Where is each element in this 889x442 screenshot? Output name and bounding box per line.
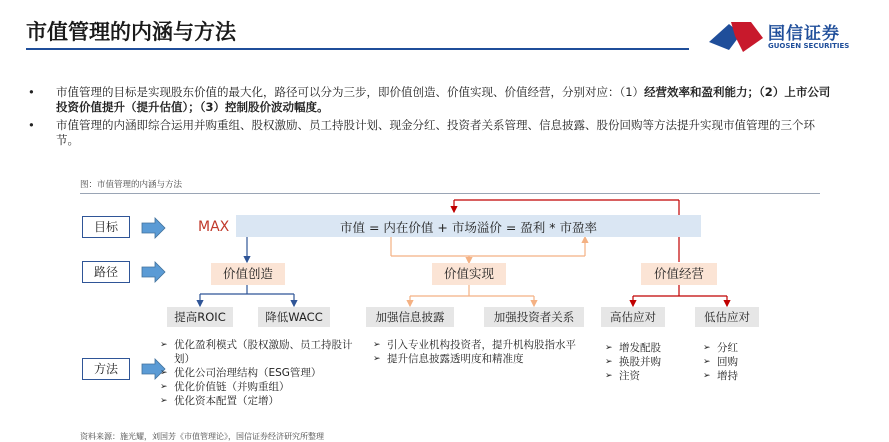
sub-info-disclosure: 加强信息披露 [366, 307, 454, 327]
page-title: 市值管理的内涵与方法 [26, 20, 236, 44]
methods-creation [160, 338, 360, 408]
path-value-operation: 价值经营 [641, 263, 717, 285]
formula-text: 市值 = 内在价值 + 市场溢价 = 盈利 * 市盈率 [340, 220, 597, 235]
sub-high-valuation: 高估应对 [601, 307, 665, 327]
list-item: ➢ 换股并购 [605, 356, 661, 368]
methods-high [605, 341, 685, 383]
list-item: ➢ 分红 [703, 342, 738, 354]
bullet-1-bold: 经营效率和盈利能力；（2）上市公司投资价值提升（提升估值）；（3）控制股价波动幅度。 [56, 85, 831, 114]
sub-reduce-wacc: 降低WACC [258, 307, 330, 327]
list-item: ➢ 回购 [703, 356, 738, 368]
sub-improve-roic: 提高ROIC [167, 307, 233, 327]
list-item: ➢ 注资 [605, 370, 640, 382]
list-item: ➢ 优化盈利模式（股权激励、员工持股计划） [160, 339, 353, 365]
sub-investor-relations: 加强投资者关系 [484, 307, 584, 327]
list-item: ➢ 优化公司治理结构（ESG管理） [160, 367, 322, 379]
methods-realization [373, 338, 583, 366]
row-label-method: 方法 [82, 358, 130, 380]
list-item: ➢ 增发配股 [605, 342, 661, 354]
methods-low [703, 341, 773, 383]
bullet-2-text: 市值管理的内涵即综合运用并购重组、股权激励、员工持股计划、现金分红、投资者关系管理、信息披露、股份回购等方法提升实现市值管理的三个环节。 [56, 118, 815, 147]
list-item: ➢ 优化价值链（并购重组） [160, 381, 290, 393]
list-item: ➢ 引入专业机构投资者，提升机构股指水平 [373, 339, 576, 351]
bullet-1: • 市值管理的目标是实现股东价值的最大化，路径可以分为三步，即价值创造、价值实现、价值经营，分别对应：（1）经营效率和盈利能力；（2）上市公司投资价值提升（提升估值）；（3）控制股价波动幅度。 [28, 85, 831, 114]
list-item: ➢ 优化资本配置（定增） [160, 395, 279, 407]
list-item: ➢ 提升信息披露透明度和精准度 [373, 353, 524, 365]
logo-name-cn: 国信证券 [768, 24, 840, 44]
bullet-2: • 市值管理的内涵即综合运用并购重组、股权激励、员工持股计划、现金分红、投资者关系管理、信息披露、股份回购等方法提升实现市值管理的三个环节。 [28, 118, 815, 147]
path-value-creation: 价值创造 [211, 263, 285, 285]
figure-caption: 图：市值管理的内涵与方法 [80, 180, 183, 190]
source-note: 资料来源：施光耀，刘国芳《市值管理论》，国信证券经济研究所整理 [80, 432, 324, 441]
list-item: ➢ 增持 [703, 370, 738, 382]
logo-name-en: GUOSEN SECURITIES [768, 42, 850, 50]
sub-low-valuation: 低估应对 [695, 307, 759, 327]
bullet-1-text: 市值管理的目标是实现股东价值的最大化，路径可以分为三步，即价值创造、价值实现、价值经营，分别对应：（1） [56, 85, 645, 99]
path-value-realization: 价值实现 [432, 263, 506, 285]
row-label-goal: 目标 [82, 216, 130, 238]
row-label-path: 路径 [82, 261, 130, 283]
max-label: MAX [198, 219, 230, 235]
